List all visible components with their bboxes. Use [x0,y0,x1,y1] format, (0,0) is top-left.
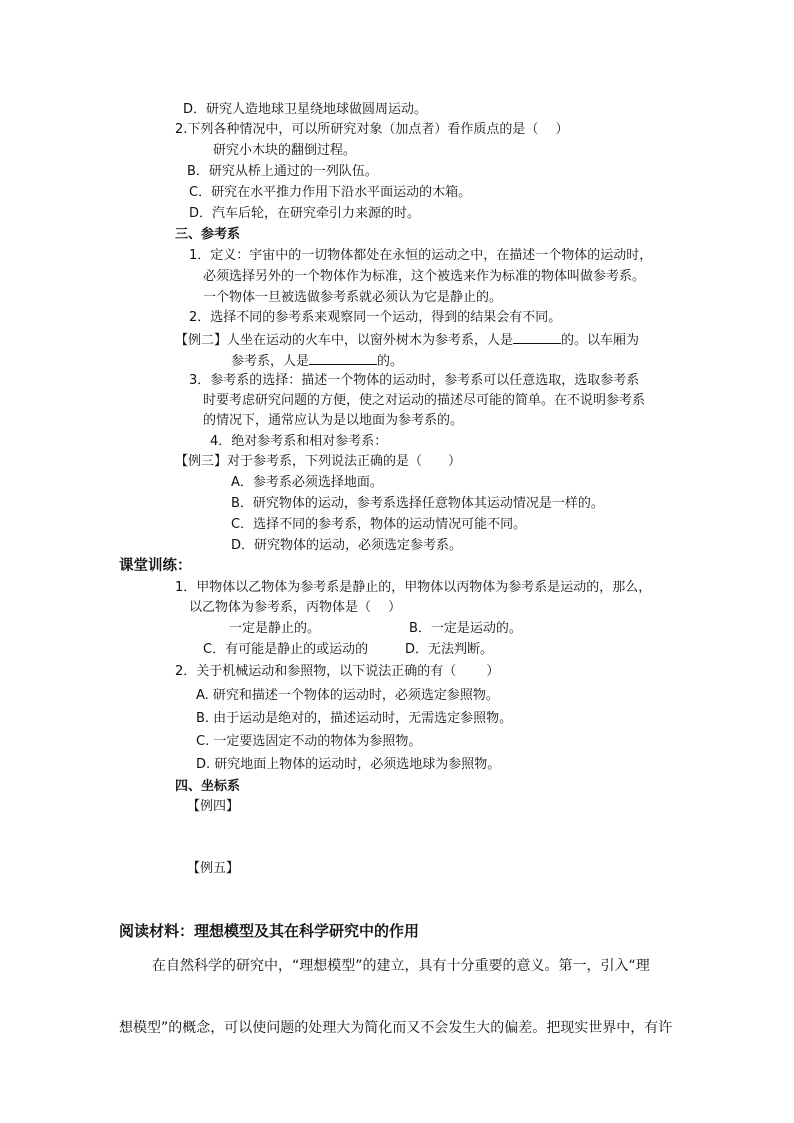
reading-paragraph-line-1: 在自然科学的研究中，“理想模型”的建立，具有十分重要的意义。第一，引入“理 [152,958,650,974]
practice-1-line-2: 以乙物体为参考系，丙物体是（ ） [189,600,402,615]
example-3-option-c: C．选择不同的参考系，物体的运动情况可能不同。 [231,517,527,532]
definition-line-1: 1．定义：宇宙中的一切物体都处在永恒的运动之中，在描述一个物体的运动时， [189,248,653,263]
point-4: 4．绝对参考系和相对参考系： [210,434,388,449]
example-5-label: 【例五】 [187,861,240,876]
answer-blank-1 [513,330,561,344]
question-2: 2.下列各种情况中，可以所研究对象（加点者）看作质点的是（ ） [175,122,569,137]
option-a-block: 研究小木块的翻倒过程。 [213,143,357,158]
answer-blank-2 [309,351,377,365]
reading-material-title: 阅读材料：理想模型及其在科学研究中的作用 [119,922,420,940]
section-heading-reference-frame: 三、参考系 [175,227,241,242]
definition-line-3: 一个物体一旦被选做参考系就必须认为它是静止的。 [203,290,503,305]
example-2-line-2 [231,351,403,371]
point-3-line-3: 的情况下，通常应认为是以地面为参考系的。 [203,413,464,428]
example-3-question: 【例三】对于参考系，下列说法正确的是（ ） [175,454,462,469]
example-2-line-1 [175,330,639,350]
example-2-text-d: 的。 [377,354,404,369]
option-c-box: C．研究在水平推力作用下沿水平面运动的木箱。 [189,185,472,200]
practice-1-line-1: 1．甲物体以乙物体为参考系是静止的，甲物体以丙物体为参考系是运动的，那么， [175,580,652,595]
example-2-text-a: 【例二】人坐在运动的火车中，以窗外树木为参考系，人是 [175,333,514,348]
example-2-text-c: 参考系，人是 [231,354,310,369]
point-3-line-1: 3．参考系的选择：描述一个物体的运动时，参考系可以任意选取，选取参考系 [189,373,640,388]
example-3-option-a: A．参考系必须选择地面。 [231,475,383,490]
definition-line-2: 必须选择另外的一个物体作为标准，这个被选来作为标准的物体叫做参考系。 [203,269,646,284]
option-d-satellite: D．研究人造地球卫星绕地球做圆周运动。 [183,102,428,117]
practice-2-option-b: B. 由于运动是绝对的，描述运动时，无需选定参照物。 [196,711,513,726]
practice-1-option-a: 一定是静止的。 [229,621,321,636]
practice-2-question: 2．关于机械运动和参照物，以下说法正确的有（ ） [175,664,500,679]
section-heading-coordinate-system: 四、坐标系 [175,779,241,794]
example-3-option-b: B．研究物体的运动，参考系选择任意物体其运动情况是一样的。 [231,496,604,511]
point-3-line-2: 时要考虑研究问题的方便，使之对运动的描述尽可能的简单。在不说明参考系 [203,393,646,408]
example-3-option-d: D．研究物体的运动，必须选定参考系。 [231,538,463,553]
option-b-troop: B．研究从桥上通过的一列队伍。 [187,164,378,179]
practice-1-option-c: C．有可能是静止的或运动的 [203,642,369,657]
practice-2-option-d: D. 研究地面上物体的运动时，必须选地球为参照物。 [196,757,501,772]
point-2: 2．选择不同的参考系来观察同一个运动，得到的结果会有不同。 [189,310,562,325]
practice-2-option-a: A. 研究和描述一个物体的运动时，必须选定参照物。 [196,688,499,703]
practice-2-option-c: C. 一定要选固定不动的物体为参照物。 [196,734,422,749]
example-2-text-b: 的。以车厢为 [561,333,640,348]
reading-paragraph-line-2: 想模型”的概念，可以使问题的处理大为简化而又不会发生大的偏差。把现实世界中，有许 [119,1020,673,1036]
practice-1-option-d: D．无法判断。 [405,642,494,657]
option-d-wheel: D．汽车后轮，在研究牵引力来源的时。 [189,206,421,221]
section-heading-class-practice: 课堂训练： [119,558,192,574]
practice-1-option-b: B．一定是运动的。 [409,621,522,636]
example-4-label: 【例四】 [187,799,240,814]
